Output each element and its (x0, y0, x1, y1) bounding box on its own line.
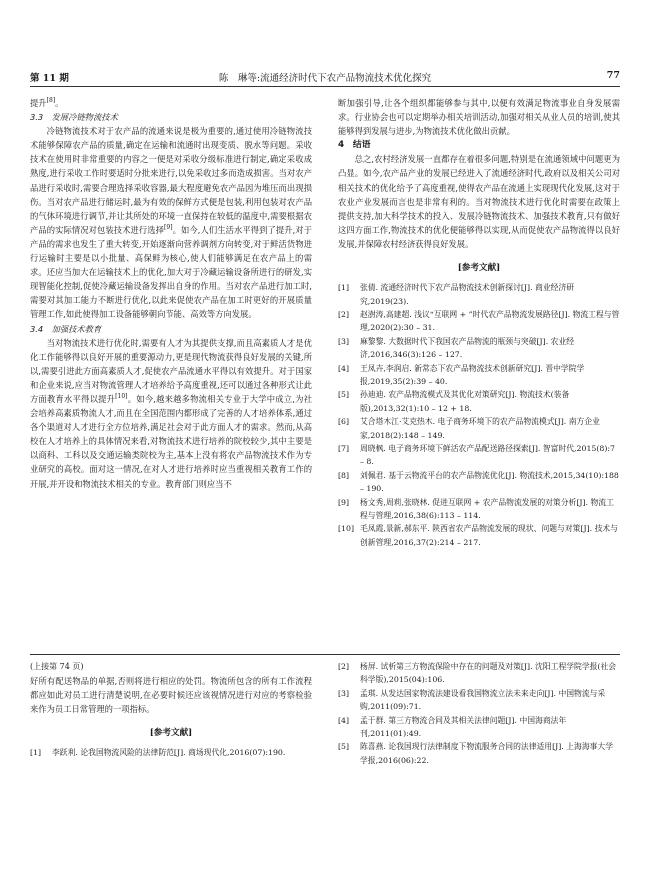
reference-number: [2] (338, 662, 350, 671)
references-title: [参考文献] (457, 263, 501, 274)
reference-list (338, 281, 620, 549)
left-column (30, 96, 312, 491)
reference-item (338, 335, 620, 362)
issue-number: 第 11 期 (30, 73, 69, 84)
reference-item (338, 415, 620, 442)
reference-item (338, 687, 620, 714)
bottom-left-column (30, 660, 312, 760)
reference-list (30, 746, 312, 759)
citation: [10] (115, 393, 128, 401)
reference-item (338, 388, 620, 415)
reference-text: 周晓枫. 电子商务环境下鲜活农产品配送路径探索[J]. 智富时代,2015(8):7 – 8. (360, 444, 615, 467)
intro-line: 提升[8]。 (30, 97, 64, 108)
reference-number: [5] (338, 742, 350, 752)
reference-number: [8] (338, 470, 350, 480)
section-4-title: 4 结语 (338, 140, 371, 151)
reference-item (338, 496, 620, 523)
header-rule (30, 86, 620, 87)
reference-number: [4] (338, 363, 350, 373)
reference-text: 孟于群. 第三方物流合同及其相关法律问题[J]. 中国海商法年刊,2011(01):49. (360, 715, 567, 739)
reference-text: 孙迪迪. 农产品物流模式及其优化对策研究[J]. 物流技术(装备版),2013,32(1):10 – 12 + 18. (360, 390, 570, 413)
paragraph: 好所有配送物品的单据,否则将进行相应的处罚。物流所包含的所有工作流程都应如此对员工进行清楚说明,在必要时候还应该视情况进行对应的考察检验来作为员工日常管理的一项指标。 (30, 676, 312, 715)
citation: [8] (46, 97, 56, 105)
reference-text: 麻黎黎. 大数据时代下我国农产品物流的瓶颈与突破[J]. 农业经济,2016,346(3):126 – 127. (360, 336, 575, 360)
reference-item (30, 746, 312, 759)
reference-item (338, 442, 620, 469)
reference-item (338, 660, 620, 687)
reference-number: [1] (338, 283, 350, 293)
reference-text: 毛凤霞,景新,郝东平. 陕西省农产品物流发展的现状、问题与对策[J]. 技术与创新管理,2016,37(2):214 – 217. (360, 524, 618, 547)
reference-number: [2] (338, 309, 350, 319)
paragraph: 冷链物流技术对于农产品的流通来说是极为重要的,通过使用冷链物流技术能够保障农产品的质量,确定在运输和流通时出现变质、脱水等问题。采收技术在使用时非常重要的内容之一便是对采收分级标准进行制定,确定采收成熟度,进行采收工作时要适时分批来进行,以免采收过多而造成损害。当对农产品进行采收时,需要合理选择采收容器,最大程度避免农产品因为堆压而出现损伤。当对农产品进行储运时,最为有效的保鲜方式便是包装,利用包装对农产品的气体环境进行调节,并让其所处的环境一直保持在较低的温度中,需要根据农产品的实际情况对包装技术进行选择[9]。如今,人们生活水平得到了提升,对于产品的需求也发生了重大转变,开始逐渐向营养调剂方向转变,对于鲜活货物进行运输时主要是以小批量、高保鲜为核心,使人们能够满足在农产品上的需求。还应当加大在运输技术上的优化,加大对于冷藏运输设备所进行的研发,实现智能化控制,促使冷藏运输设备发挥出自身的作用。当对农产品进行加工时,需要对其加工能力不断进行优化,以此来促使农产品在加工时更好的开展质量管理工作,如此使得加工设备能够朝向节能、高效等方向发展。 (30, 126, 312, 320)
reference-text: 陈喜燕. 论我国现行法律制度下物流服务合同的法律适用[J]. 上海海事大学学报,2016(06):22. (360, 742, 614, 765)
reference-item (338, 469, 620, 496)
continuation-note: (上接第 74 页) (30, 662, 84, 671)
reference-item (338, 281, 620, 308)
reference-item (338, 522, 620, 549)
reference-item (338, 308, 620, 335)
reference-text: 张倩. 流通经济时代下农产品物流技术创新探讨[J]. 商业经济研究,2019(23). (360, 283, 575, 306)
reference-number: [10] (338, 524, 355, 534)
running-title: 陈 琳等:流通经济时代下农产品物流技术优化探究 (218, 73, 432, 84)
reference-text: 杨文秀,周莉,张晓林. 促进互联网 + 农产品物流发展的对策分析[J]. 物流工程与管理,2016,38(6):113 – 114. (360, 497, 614, 521)
reference-item (338, 362, 620, 389)
reference-number: [7] (338, 444, 350, 453)
section-3-4-title: 3.4 加强技术教育 (30, 323, 102, 334)
reference-number: [6] (338, 417, 350, 427)
reference-text: 艾合塔木江·艾克热木. 电子商务环境下的农产品物流模式[J]. 南方企业家,2018(2):148 – 149. (360, 417, 600, 440)
bottom-right-column (338, 660, 620, 767)
reference-item (338, 740, 620, 767)
reference-number: [3] (338, 336, 350, 346)
paragraph: 当对物流技术进行优化时,需要有人才为其提供支撑,而且高素质人才是优化工作能够得以良好开展的重要源动力,更是现代物流获得良好发展的关键,所以,需要引进此方面高素质人才,促使农产品流通水平得以有效提升。对于国家和企业来说,应当对物流管理人才培养给予高度重视,还可以通过各种形式让此方面教育水平得以提升[10]。如今,越来越多物流相关专业于大学中成立,为社会培养高素质物流人才,而且在全国范围内都形成了完善的人才培养体系,通过各个渠道对人才进行全方位培养,满足社会对于此方面人才的需求。然而,从高校在人才培养上的具体情况来看,对物流技术进行培养的院校较少,其中主要是以商科、工科以及交通运输类院校为主,基本上没有将农产品物流技术作为专业研究的高校。面对这一情况,在对人才进行培养时应当重视相关教育工作的开展,并开设和物流技术相关的专业。教育部门则应当不 (30, 337, 312, 489)
reference-text: 杨屏. 试析第三方物流保险中存在的问题及对策[J]. 沈阳工程学院学报(社会科学版),2015(04):106. (360, 662, 617, 685)
section-3-3-title: 3.3 发展冷链物流技术 (30, 112, 118, 123)
running-header (30, 70, 620, 84)
reference-list (338, 660, 620, 767)
paragraph: 总之,农村经济发展一直都存在着很多问题,特别是在流通领域中问题更为凸显。如今,农产品产业的发展已经进入了流通经济时代,政府以及相关公司对相关技术的优化给予了高度重视,使得农产品在流通上实现现代化发展,这对于农业产业发展而言也是非常有利的。当对物流技术进行优化时需要在政策上提供支持,加大科学技术的投入、发展冷链物流技术、加强技术教育,只有做好这四方面工作,物流技术的优化便能够得以实现,从而促使农产品物流得以良好发展,并保障农村经济获得良好发展。 (338, 154, 620, 249)
reference-text: 王凤卉,李润启. 新常态下农产品物流技术创新研究[J]. 晋中学院学报,2019,35(2):39 – 40. (360, 363, 585, 386)
reference-number: [3] (338, 688, 350, 698)
reference-number: [4] (338, 715, 350, 725)
citation: [9] (164, 224, 173, 232)
right-column (338, 96, 620, 549)
reference-number: [1] (30, 748, 42, 758)
references-title: [参考文献] (149, 728, 193, 739)
reference-number: [9] (338, 497, 350, 507)
section-divider (30, 654, 620, 655)
reference-text: 刘佩君. 基于云物流平台的农产品物流优化[J]. 物流技术,2015,34(10):188 – 190. (360, 470, 619, 494)
reference-text: 李跃利. 论我国物流风险的法律防范[J]. 商场现代化,2016(07):190. (52, 748, 286, 758)
reference-text: 赵澍涛,高建超. 浅议“互联网 + ”时代农产品物流发展路径[J]. 物流工程与管理,2020(2):30 – 31. (360, 309, 620, 333)
reference-number: [5] (338, 390, 350, 400)
paragraph: 断加强引导,让各个组织都能够参与其中,以便有效满足物流事业自身发展需求。行业协会也可以定期举办相关培训活动,加强对相关从业人员的培训,使其能够得到发展与进步,为物流技术优化做出贡献。 (338, 98, 620, 137)
page-number: 77 (606, 70, 620, 81)
reference-item (338, 714, 620, 741)
reference-text: 孟琪. 从发达国家物流法建设看我国物流立法未来走向[J]. 中国物流与采购,2011(09):71. (360, 688, 606, 712)
